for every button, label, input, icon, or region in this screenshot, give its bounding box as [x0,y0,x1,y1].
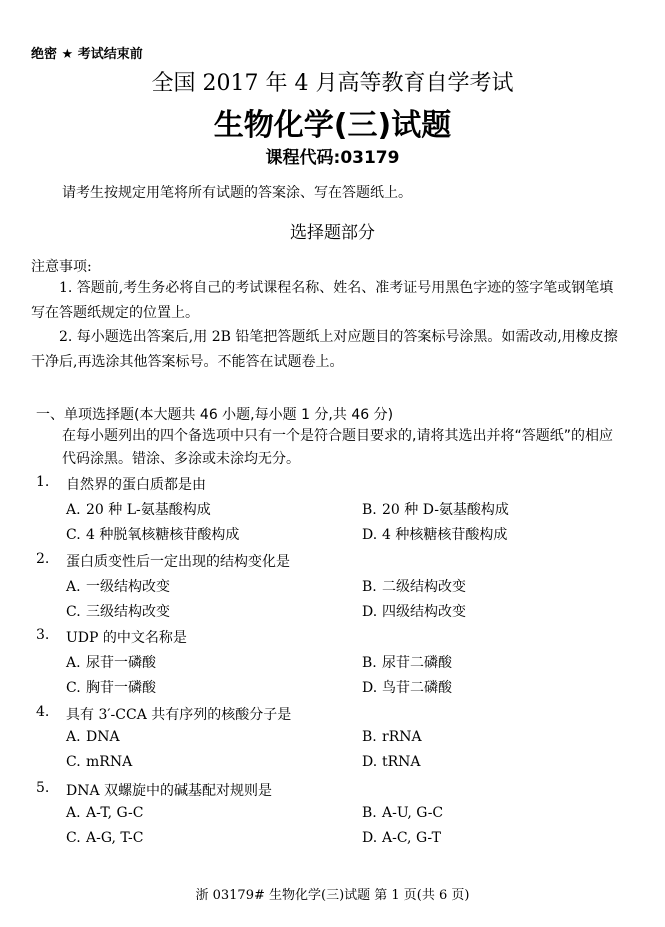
option-letter: C. [66,527,81,543]
option-text: 二级结构改变 [382,578,466,595]
question-number: 4. [36,703,50,720]
answer-option [362,576,466,596]
note-item: 2. 每小题选出答案后,用 2B 铅笔把答题纸上对应题目的答案标号涂黑。如需改动,用橡皮擦干净后,再选涂其他答案标号。不能答在试题卷上。 [31,329,618,370]
answer-option [362,524,507,544]
option-letter: A. [66,502,81,518]
option-letter: C. [66,680,81,696]
answer-option [66,499,211,519]
option-letter: B. [362,655,377,671]
option-letter: A. [66,578,81,595]
answer-option [362,499,509,519]
answer-option [362,754,421,770]
option-text: 胸苷一磷酸 [86,680,156,696]
answer-option [66,805,143,821]
question-number: 2. [36,550,50,567]
answer-instruction: 请考生按规定用笔将所有试题的答案涂、写在答题纸上。 [62,185,412,201]
option-text: mRNA [86,753,133,770]
exam-title: 全国 2017 年 4 月高等教育自学考试 [151,71,514,96]
question-stem: 具有 3′-CCA 共有序列的核酸分子是 [66,706,292,723]
option-text: rRNA [382,728,422,745]
question-stem: UDP 的中文名称是 [66,630,187,646]
question-number: 1. [36,474,50,490]
answer-option [362,805,443,821]
option-letter: C. [66,603,81,620]
option-letter: D. [362,527,378,543]
option-text: 20 种 L-氨基酸构成 [86,502,211,518]
answer-option [362,830,441,846]
option-letter: D. [362,680,378,696]
answer-option [362,601,466,621]
question-stem: DNA 双螺旋中的碱基配对规则是 [66,783,273,799]
confidential-label: 绝密 ★ 考试结束前 [31,47,143,62]
answer-option [362,652,452,672]
question-stem: 蛋白质变性后一定出现的结构变化是 [66,553,290,570]
option-text: A-U, G-C [382,805,444,821]
option-text: A-T, G-C [86,805,144,821]
option-text: A-G, T-C [86,830,144,846]
option-text: 4 种核糖核苷酸构成 [382,527,508,543]
answer-option [66,524,239,544]
option-letter: A. [66,655,81,671]
subject-title: 生物化学(三)试题 [213,108,452,143]
option-text: 三级结构改变 [86,603,170,620]
note-item: 1. 答题前,考生务必将自己的考试课程名称、姓名、准考证号用黑色字迹的签字笔或钢笔填写在答题纸规定的位置上。 [31,280,614,321]
option-letter: B. [362,578,377,595]
part-heading: 一、单项选择题(本大题共 46 小题,每小题 1 分,共 46 分) [36,407,394,423]
option-letter: A. [66,805,81,821]
answer-option [362,677,452,697]
option-text: A-C, G-T [382,830,441,846]
answer-option [66,601,170,621]
option-letter: D. [362,830,378,846]
answer-option [66,652,156,672]
option-letter: C. [66,830,81,846]
notes-heading: 注意事项: [31,259,92,275]
course-code: 课程代码:03179 [265,148,400,168]
option-text: DNA [86,728,120,745]
option-letter: D. [362,753,378,770]
option-letter: D. [362,603,378,620]
page-footer: 浙 03179# 生物化学(三)试题 第 1 页(共 6 页) [195,888,470,903]
question-number: 5. [36,780,50,796]
option-text: tRNA [382,753,421,770]
option-letter: B. [362,805,377,821]
option-letter: C. [66,753,81,770]
option-text: 4 种脱氧核糖核苷酸构成 [86,527,240,543]
option-text: 鸟苷二磷酸 [382,680,452,696]
question-number: 3. [36,627,50,643]
answer-option [66,729,120,745]
option-letter: B. [362,502,377,518]
answer-option [66,754,132,770]
option-letter: A. [66,728,81,745]
option-text: 四级结构改变 [382,603,466,620]
question-stem: 自然界的蛋白质都是由 [66,477,206,493]
option-letter: B. [362,728,377,745]
option-text: 一级结构改变 [86,578,170,595]
option-text: 尿苷一磷酸 [86,655,156,671]
answer-option [66,677,156,697]
answer-option [66,830,143,846]
option-text: 尿苷二磷酸 [382,655,452,671]
answer-option [362,729,422,745]
answer-option [66,576,170,596]
part-description: 在每小题列出的四个备选项中只有一个是符合题目要求的,请将其选出并将“答题纸”的相应代码涂黑。错涂、多涂或未涂均无分。 [62,428,613,467]
option-text: 20 种 D-氨基酸构成 [382,502,509,518]
section-title: 选择题部分 [290,223,375,243]
